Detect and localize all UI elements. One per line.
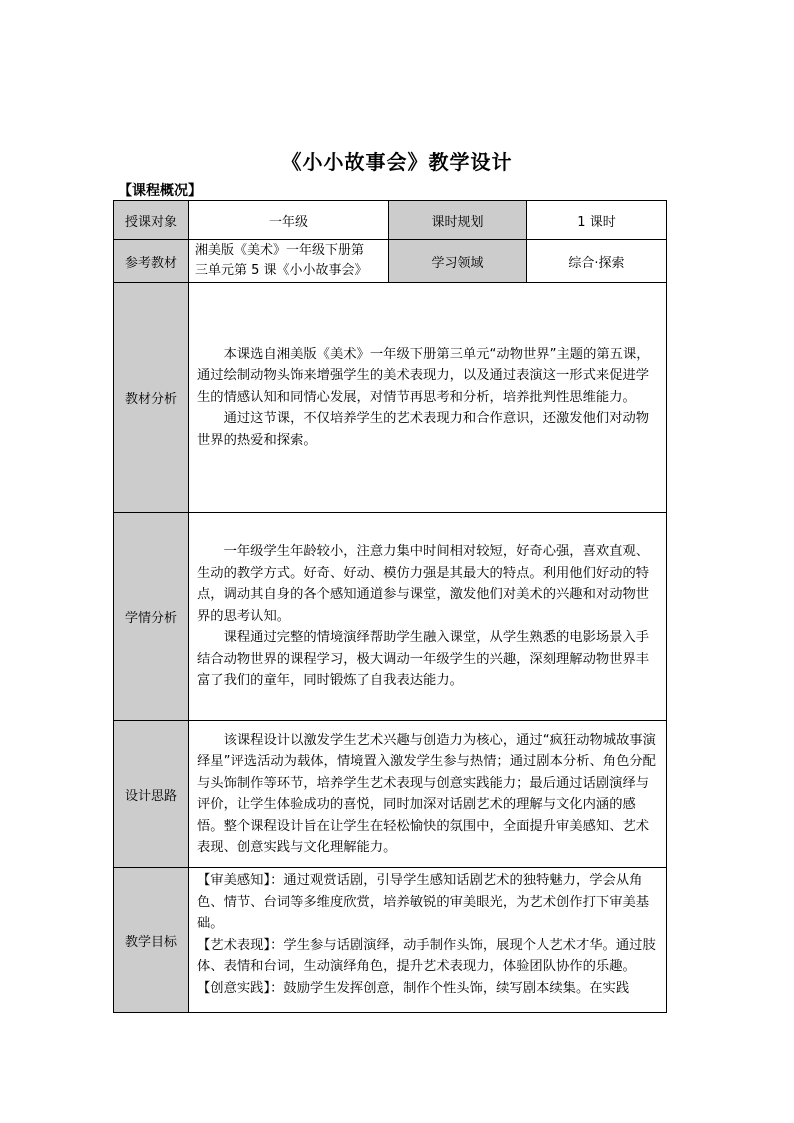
goal-practice: 【创意实践】：鼓励学生发挥创意，制作个性头饰，续写剧本续集。在实践 (197, 980, 630, 996)
student-analysis (189, 513, 667, 721)
value-field: 综合·探索 (527, 240, 667, 283)
label-textbook: 参考教材 (114, 240, 189, 283)
teaching-goals (189, 868, 667, 1013)
material-analysis (189, 283, 667, 513)
goal-aesthetic: 【审美感知】：通过观赏话剧，引导学生感知话剧艺术的独特魅力，学会从角色、情节、台词等多维度欣赏，培养敏锐的审美眼光，为艺术创作打下审美基础。 (197, 873, 650, 931)
design-idea (189, 721, 667, 868)
lesson-table (113, 200, 667, 1013)
label-periods: 课时规划 (389, 201, 527, 240)
material-paragraph-2: 通过这节课，不仅培养学生的艺术表现力和合作意识，还激发他们对动物世界的热爱和探索。 (197, 411, 650, 448)
label-field: 学习领域 (389, 240, 527, 283)
textbook-line-2: 三单元第 5 课《小小故事会》 (195, 263, 368, 278)
section-heading: 【课程概况】 (118, 183, 202, 199)
material-paragraph-1: 本课选自湘美版《美术》一年级下册第三单元“动物世界”主题的第五课，通过绘制动物头饰来增强学生的美术表现力，以及通过表演这一形式来促进学生的情感认知和同情心发展，对情节再思考和分析，培养批判性思维能力。 (197, 346, 650, 405)
value-audience: 一年级 (189, 201, 389, 240)
table-row (114, 240, 667, 283)
table-row (114, 721, 667, 868)
table-row (114, 868, 667, 1013)
table-row (114, 513, 667, 721)
students-paragraph-1: 一年级学生年龄较小，注意力集中时间相对较短，好奇心强，喜欢直观、生动的教学方式。好奇、好动、模仿力强是其最大的特点。利用他们好动的特点，调动其自身的各个感知通道参与课堂，激发他们对美术的兴趣和对动物世界的思考认知。 (197, 544, 650, 624)
label-audience: 授课对象 (114, 201, 189, 240)
value-periods: 1 课时 (527, 201, 667, 240)
table-row (114, 201, 667, 240)
label-design-idea: 设计思路 (114, 721, 189, 868)
page-title: 《小小故事会》教学设计 (281, 150, 513, 174)
label-student-analysis: 学情分析 (114, 513, 189, 721)
label-material-analysis: 教材分析 (114, 283, 189, 513)
goal-expression: 【艺术表现】：学生参与话剧演绎，动手制作头饰，展现个人艺术才华。通过肢体、表情和台词，生动演绎角色，提升艺术表现力，体验团队协作的乐趣。 (197, 937, 656, 974)
design-paragraph-1: 该课程设计以激发学生艺术兴趣与创造力为核心，通过“疯狂动物城故事演绎星”评选活动为载体，情境置入激发学生参与热情；通过剧本分析、角色分配与头饰制作等环节，培养学生艺术表现与创意实践能力；最后通过话剧演绎与评价，让学生体验成功的喜悦，同时加深对话剧艺术的理解与文化内涵的感悟。整个课程设计旨在让学生在轻松愉快的氛围中，全面提升审美感知、艺术表现、创意实践与文化理解能力。 (197, 732, 656, 855)
label-teaching-goals: 教学目标 (114, 868, 189, 1013)
table-row (114, 283, 667, 513)
students-paragraph-2: 课程通过完整的情境演绎帮助学生融入课堂，从学生熟悉的电影场景入手结合动物世界的课程学习，极大调动一年级学生的兴趣，深刻理解动物世界丰富了我们的童年，同时锻炼了自我表达能力。 (197, 630, 650, 689)
textbook-line-1: 湘美版《美术》一年级下册第 (195, 243, 365, 258)
value-textbook (189, 240, 389, 283)
